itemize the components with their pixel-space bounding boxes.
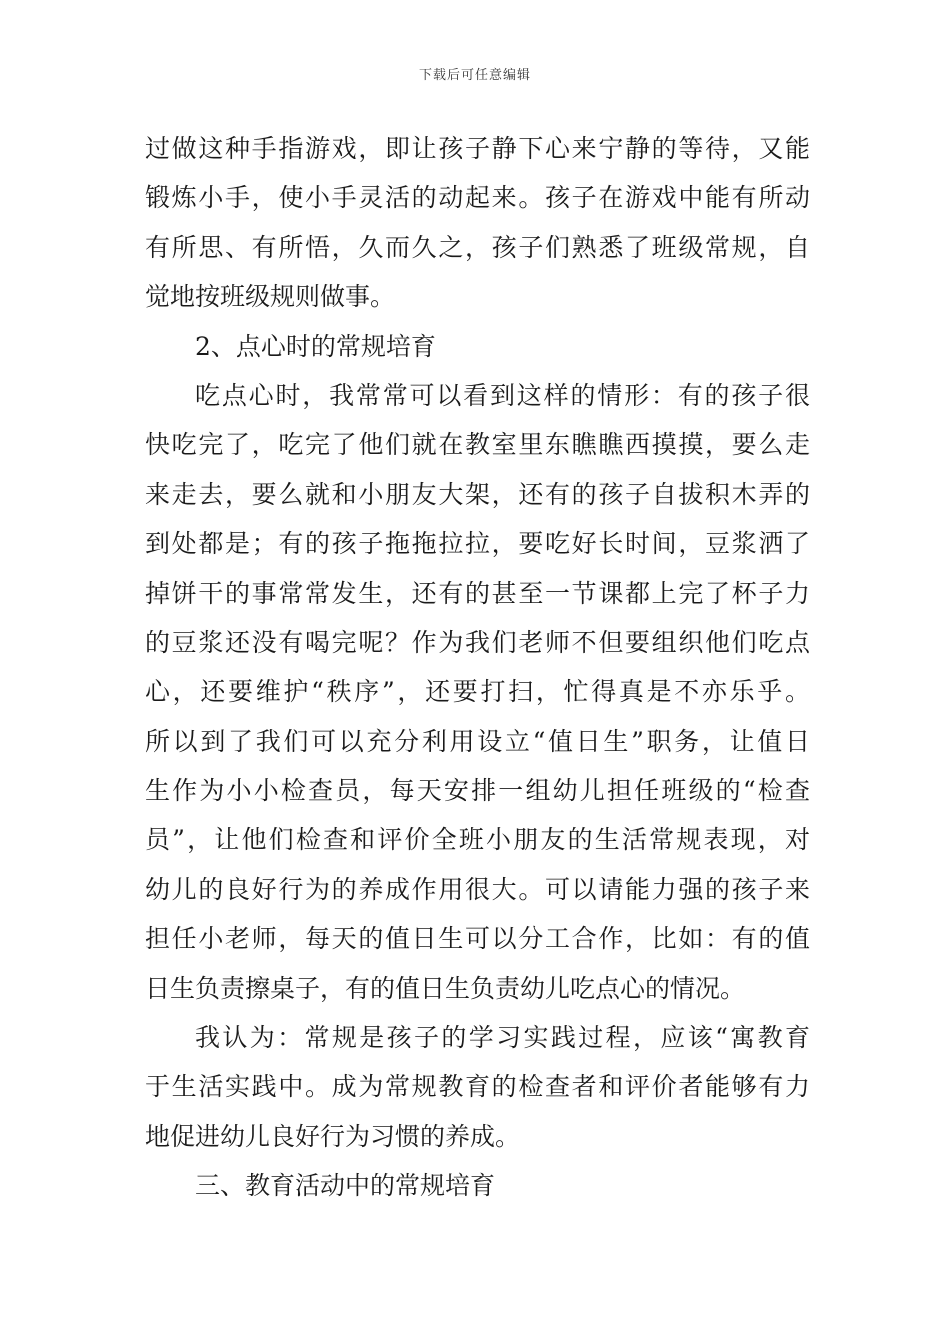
text-line: 所以到了我们可以充分利用设立“值日生”职务，让值日 bbox=[145, 726, 810, 756]
text-line: 员”，让他们检查和评价全班小朋友的生活常规表现，对 bbox=[145, 825, 810, 855]
text-line: 地促进幼儿良好行为习惯的养成。 bbox=[145, 1121, 521, 1151]
text-line: 担任小老师，每天的值日生可以分工合作，比如：有的值 bbox=[145, 924, 810, 954]
text-line: 的豆浆还没有喝完呢？作为我们老师不但要组织他们吃点 bbox=[145, 627, 810, 657]
text-line: 快吃完了，吃完了他们就在教室里东瞧瞧西摸摸，要么走 bbox=[145, 430, 810, 460]
text-line: 锻炼小手，使小手灵活的动起来。孩子在游戏中能有所动 bbox=[145, 183, 810, 213]
text-line: 到处都是；有的孩子拖拖拉拉，要吃好长时间，豆浆洒了 bbox=[145, 529, 810, 559]
text-line: 日生负责擦桌子，有的值日生负责幼儿吃点心的情况。 bbox=[145, 973, 746, 1003]
body-text bbox=[145, 124, 810, 1211]
text-line: 有所思、有所悟，久而久之，孩子们熟悉了班级常规，自 bbox=[145, 232, 810, 262]
text-line: 心，还要维护“秩序”，还要打扫，忙得真是不亦乐乎。 bbox=[145, 677, 810, 707]
text-line: 吃点心时，我常常可以看到这样的情形：有的孩子很 bbox=[195, 380, 810, 410]
text-line: 来走去，要么就和小朋友大架，还有的孩子自拔积木弄的 bbox=[145, 479, 810, 509]
text-line: 三、教育活动中的常规培育 bbox=[195, 1171, 496, 1201]
text-line: 生作为小小检查员，每天安排一组幼儿担任班级的“检查 bbox=[145, 776, 810, 806]
text-line: 过做这种手指游戏，即让孩子静下心来宁静的等待，又能 bbox=[145, 134, 810, 163]
text-line: 于生活实践中。成为常规教育的检查者和评价者能够有力 bbox=[145, 1072, 810, 1102]
text-line: 觉地按班级规则做事。 bbox=[145, 282, 396, 312]
text-line: 掉饼干的事常常发生，还有的甚至一节课都上完了杯子力 bbox=[145, 578, 810, 608]
page-header: 下载后可任意编辑 bbox=[418, 68, 531, 83]
text-line: 我认为：常规是孩子的学习实践过程，应该“寓教育 bbox=[195, 1023, 810, 1053]
text-line: 2、点心时的常规培育 bbox=[195, 331, 436, 361]
text-line: 幼儿的良好行为的养成作用很大。可以请能力强的孩子来 bbox=[145, 874, 810, 904]
